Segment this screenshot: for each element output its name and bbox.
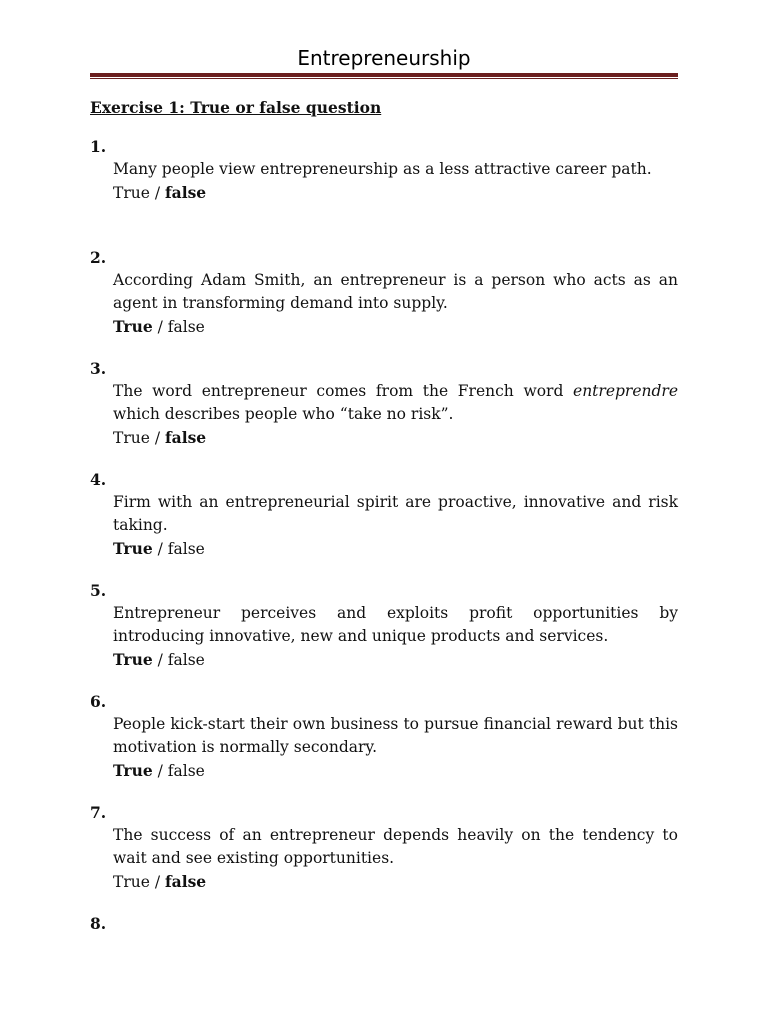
question-text-italic: entreprendre bbox=[573, 382, 678, 400]
option-separator: / bbox=[149, 184, 165, 202]
option-separator: / bbox=[152, 540, 168, 558]
question-number: 8. bbox=[90, 914, 107, 933]
question-item bbox=[90, 469, 678, 562]
question-text bbox=[113, 713, 678, 759]
question-item bbox=[90, 136, 678, 229]
header-rule-thick bbox=[90, 73, 678, 77]
option-false[interactable]: false bbox=[164, 872, 207, 891]
question-text bbox=[113, 824, 678, 870]
question-item bbox=[90, 580, 678, 673]
question-text bbox=[113, 602, 678, 648]
question-number: 5. bbox=[90, 581, 107, 600]
question-body bbox=[113, 713, 678, 783]
option-separator: / bbox=[152, 762, 168, 780]
option-true[interactable]: True bbox=[113, 184, 150, 202]
question-text-end: which describes people who “take no risk”. bbox=[113, 405, 454, 423]
answer-options bbox=[113, 315, 678, 339]
question-body bbox=[113, 380, 678, 450]
option-separator: / bbox=[149, 429, 165, 447]
question-text bbox=[113, 158, 678, 181]
option-false[interactable]: false bbox=[167, 318, 205, 336]
option-false[interactable]: false bbox=[164, 183, 207, 202]
question-text-start: Firm with an entrepreneurial spirit are proactive, innovative and risk taking. bbox=[113, 493, 678, 534]
question-text bbox=[113, 380, 678, 426]
answer-options bbox=[113, 426, 678, 450]
question-text bbox=[113, 491, 678, 537]
question-number: 2. bbox=[90, 248, 107, 267]
option-false[interactable]: false bbox=[167, 762, 205, 780]
option-true[interactable]: True bbox=[113, 873, 150, 891]
option-true[interactable]: True bbox=[113, 761, 153, 780]
document-body bbox=[90, 96, 678, 1024]
question-text-start: People kick-start their own business to pursue financial reward but this motivation is normally secondary. bbox=[113, 715, 678, 756]
answer-options bbox=[113, 181, 678, 205]
question-number: 3. bbox=[90, 359, 107, 378]
option-false[interactable]: false bbox=[167, 540, 205, 558]
option-true[interactable]: True bbox=[113, 650, 153, 669]
exercise-title: Exercise 1: True or false question bbox=[90, 98, 382, 117]
question-body bbox=[113, 824, 678, 894]
question-list bbox=[90, 136, 678, 1006]
question-text-start: The word entrepreneur comes from the French word bbox=[113, 382, 574, 400]
question-number: 1. bbox=[90, 137, 107, 156]
option-false[interactable]: false bbox=[167, 651, 205, 669]
answer-options bbox=[113, 870, 678, 894]
question-number: 4. bbox=[90, 470, 107, 489]
question-item bbox=[90, 802, 678, 895]
option-false[interactable]: false bbox=[164, 428, 207, 447]
question-item bbox=[90, 913, 678, 1006]
option-true[interactable]: True bbox=[113, 317, 153, 336]
page-title: Entrepreneurship bbox=[297, 46, 471, 70]
question-text-start: Entrepreneur perceives and exploits profit opportunities by introducing innovative, new and unique products and services. bbox=[113, 604, 678, 645]
option-true[interactable]: True bbox=[113, 429, 150, 447]
question-text-start: According Adam Smith, an entrepreneur is a person who acts as an agent in transforming demand into supply. bbox=[113, 271, 678, 312]
question-item bbox=[90, 358, 678, 451]
question-body bbox=[113, 158, 678, 205]
question-item bbox=[90, 691, 678, 784]
answer-options bbox=[113, 759, 678, 783]
option-true[interactable]: True bbox=[113, 539, 153, 558]
option-separator: / bbox=[149, 873, 165, 891]
question-body bbox=[113, 269, 678, 339]
option-separator: / bbox=[152, 318, 168, 336]
header-rule-thin bbox=[90, 78, 678, 79]
answer-options bbox=[113, 537, 678, 561]
question-number: 6. bbox=[90, 692, 107, 711]
question-text-start: Many people view entrepreneurship as a less attractive career path. bbox=[113, 160, 652, 178]
question-number: 7. bbox=[90, 803, 107, 822]
question-text bbox=[113, 269, 678, 315]
header-rule bbox=[90, 73, 678, 79]
question-text-start: The success of an entrepreneur depends heavily on the tendency to wait and see existing opportunities. bbox=[113, 826, 678, 867]
question-body bbox=[113, 602, 678, 672]
option-separator: / bbox=[152, 651, 168, 669]
question-item bbox=[90, 247, 678, 340]
answer-options bbox=[113, 648, 678, 672]
question-body bbox=[113, 491, 678, 561]
